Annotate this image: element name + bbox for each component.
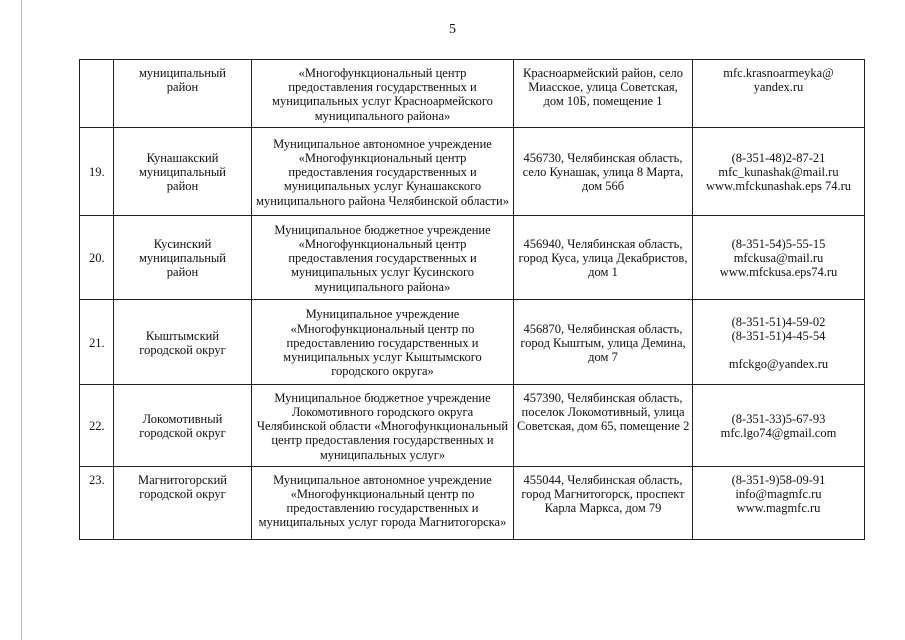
mfc-table: [79, 59, 865, 540]
contacts-cell-line: yandex.ru: [753, 80, 804, 95]
contacts-cell-line: mfc.krasnoarmeyka@: [723, 66, 834, 80]
district-cell-line: муниципальный: [139, 66, 226, 80]
page-edge-rule: [21, 0, 22, 640]
organization-cell: [252, 127, 514, 215]
organization-cell: [252, 466, 514, 539]
district-cell: [114, 466, 252, 539]
organization-cell-line: муниципальных услуг Кыштымского: [283, 349, 482, 364]
address-cell-line: 456730, Челябинская область,: [523, 151, 683, 165]
organization-cell-line: Муниципальное бюджетное учреждение: [274, 390, 491, 405]
page-number: 5: [449, 22, 456, 37]
contacts-cell-line: mfckusa@mail.ru: [733, 251, 824, 266]
organization-cell-line: Муниципальное учреждение: [305, 307, 460, 322]
contacts-cell-line: mfc_kunashak@mail.ru: [718, 165, 839, 180]
organization-cell-line: «Многофункциональный центр: [298, 66, 467, 80]
contacts-cell: [693, 384, 865, 466]
address-cell-line: дом 1: [588, 265, 618, 280]
contacts-cell-line: (8-351-51)4-59-02: [731, 314, 826, 329]
row-number: 20.: [80, 215, 114, 299]
contacts-cell-line: info@magmfc.ru: [735, 487, 822, 502]
district-cell: [114, 60, 252, 128]
address-cell: [514, 299, 693, 384]
address-cell: [514, 127, 693, 215]
address-cell: [514, 384, 693, 466]
district-cell-line: муниципальный: [139, 165, 226, 180]
mfc-table-body: [80, 60, 865, 540]
address-cell-line: Советская, дом 65, помещение 2: [517, 419, 690, 434]
organization-cell-line: «Многофункциональный центр по: [290, 321, 475, 336]
district-cell: [114, 299, 252, 384]
district-cell-line: городской округ: [139, 426, 226, 441]
organization-cell-line: «Многофункциональный центр по: [290, 487, 475, 502]
organization-cell-line: муниципального района»: [314, 279, 451, 294]
address-cell-line: город Кыштым, улица Демина,: [520, 335, 686, 350]
district-cell-line: район: [166, 80, 199, 95]
row-number: [80, 60, 114, 128]
organization-cell: [252, 384, 514, 466]
address-cell-line: город Магнитогорск, проспект: [521, 487, 685, 502]
contacts-cell-line: [696, 343, 861, 357]
row-number: 21.: [80, 299, 114, 384]
organization-cell-line: предоставления государственных и: [288, 251, 477, 266]
district-cell: [114, 127, 252, 215]
organization-cell-line: центр предоставления государственных и: [271, 433, 494, 448]
district-cell-line: муниципальный: [139, 251, 226, 266]
row-number: 23.: [80, 466, 114, 539]
district-cell-line: городской округ: [139, 487, 226, 502]
row-number: 22.: [80, 384, 114, 466]
table-row: [80, 299, 865, 384]
row-number: 19.: [80, 127, 114, 215]
address-cell: [514, 60, 693, 128]
table-row: [80, 215, 865, 299]
contacts-cell-line: (8-351-54)5-55-15: [731, 237, 826, 251]
organization-cell-line: Локомотивного городского округа: [291, 405, 474, 420]
contacts-cell-line: (8-351-51)4-45-54: [731, 328, 826, 343]
district-cell-line: Локомотивный: [142, 412, 223, 427]
district-cell-line: Кыштымский: [145, 328, 220, 343]
organization-cell-line: Муниципальное автономное учреждение: [273, 136, 492, 151]
district-cell-line: Кусинский: [153, 237, 212, 251]
organization-cell-line: муниципального района Челябинской области»: [256, 193, 509, 208]
organization-cell-line: муниципального района»: [314, 108, 451, 123]
contacts-cell-line: (8-351-48)2-87-21: [731, 151, 826, 165]
address-cell-line: 456870, Челябинская область,: [523, 321, 683, 336]
organization-cell-line: Муниципальное бюджетное учреждение: [274, 222, 491, 237]
address-cell-line: поселок Локомотивный, улица: [521, 405, 685, 420]
district-cell-line: Магнитогорский: [137, 472, 228, 487]
organization-cell-line: муниципальных услуг Кунашакского: [283, 179, 482, 194]
organization-cell: [252, 60, 514, 128]
contacts-cell: [693, 215, 865, 299]
address-cell-line: 455044, Челябинская область,: [523, 472, 683, 487]
organization-cell-line: «Многофункциональный центр: [298, 237, 467, 251]
contacts-cell: [693, 466, 865, 539]
contacts-cell-line: www.magmfc.ru: [736, 501, 821, 516]
organization-cell: [252, 299, 514, 384]
address-cell: [514, 466, 693, 539]
table-row: [80, 60, 865, 128]
organization-cell: [252, 215, 514, 299]
address-cell-line: Красноармейский район, село: [523, 66, 683, 80]
address-cell-line: дом 56б: [581, 179, 625, 194]
address-cell-line: 457390, Челябинская область,: [523, 390, 683, 405]
organization-cell-line: предоставлению государственных и: [286, 501, 479, 516]
organization-cell-line: «Многофункциональный центр: [298, 151, 467, 165]
organization-cell-line: муниципальных услуг Красноармейского: [272, 94, 493, 109]
district-cell-line: район: [166, 265, 199, 280]
contacts-cell-line: mfckgo@yandex.ru: [728, 356, 829, 371]
table-row: [80, 466, 865, 539]
contacts-cell-line: mfc.lgo74@gmail.com: [720, 426, 837, 441]
contacts-cell-line: (8-351-33)5-67-93: [731, 412, 826, 427]
address-cell: [514, 215, 693, 299]
address-cell-line: Миасское, улица Советская,: [528, 80, 678, 95]
contacts-cell: [693, 127, 865, 215]
address-cell-line: дом 10Б, помещение 1: [543, 94, 663, 109]
address-cell-line: город Куса, улица Декабристов,: [518, 251, 688, 266]
organization-cell-line: городского округа»: [331, 364, 434, 379]
organization-cell-line: Челябинской области «Многофункциональный: [256, 419, 509, 434]
district-cell-line: Кунашакский: [146, 151, 219, 165]
district-cell-line: городской округ: [139, 342, 226, 357]
table-row: [80, 127, 865, 215]
organization-cell-line: муниципальных услуг»: [319, 447, 446, 462]
address-cell-line: дом 7: [588, 349, 618, 364]
organization-cell-line: Муниципальное автономное учреждение: [273, 472, 492, 487]
address-cell-line: 456940, Челябинская область,: [523, 237, 683, 251]
contacts-cell-line: (8-351-9)58-09-91: [731, 472, 826, 487]
contacts-cell: [693, 60, 865, 128]
address-cell-line: село Кунашак, улица 8 Марта,: [522, 165, 684, 180]
organization-cell-line: предоставления государственных и: [288, 165, 477, 180]
organization-cell-line: муниципальных услуг города Магнитогорска»: [258, 515, 507, 530]
district-cell: [114, 215, 252, 299]
contacts-cell-line: www.mfckusa.eps74.ru: [719, 265, 838, 280]
organization-cell-line: предоставлению государственных и: [286, 335, 479, 350]
district-cell-line: район: [166, 179, 199, 194]
district-cell: [114, 384, 252, 466]
contacts-cell: [693, 299, 865, 384]
contacts-cell-line: www.mfckunashak.eps 74.ru: [706, 179, 851, 194]
organization-cell-line: предоставления государственных и: [288, 80, 477, 95]
address-cell-line: Карла Маркса, дом 79: [544, 501, 662, 516]
organization-cell-line: муниципальных услуг Кусинского: [290, 265, 475, 280]
table-row: [80, 384, 865, 466]
